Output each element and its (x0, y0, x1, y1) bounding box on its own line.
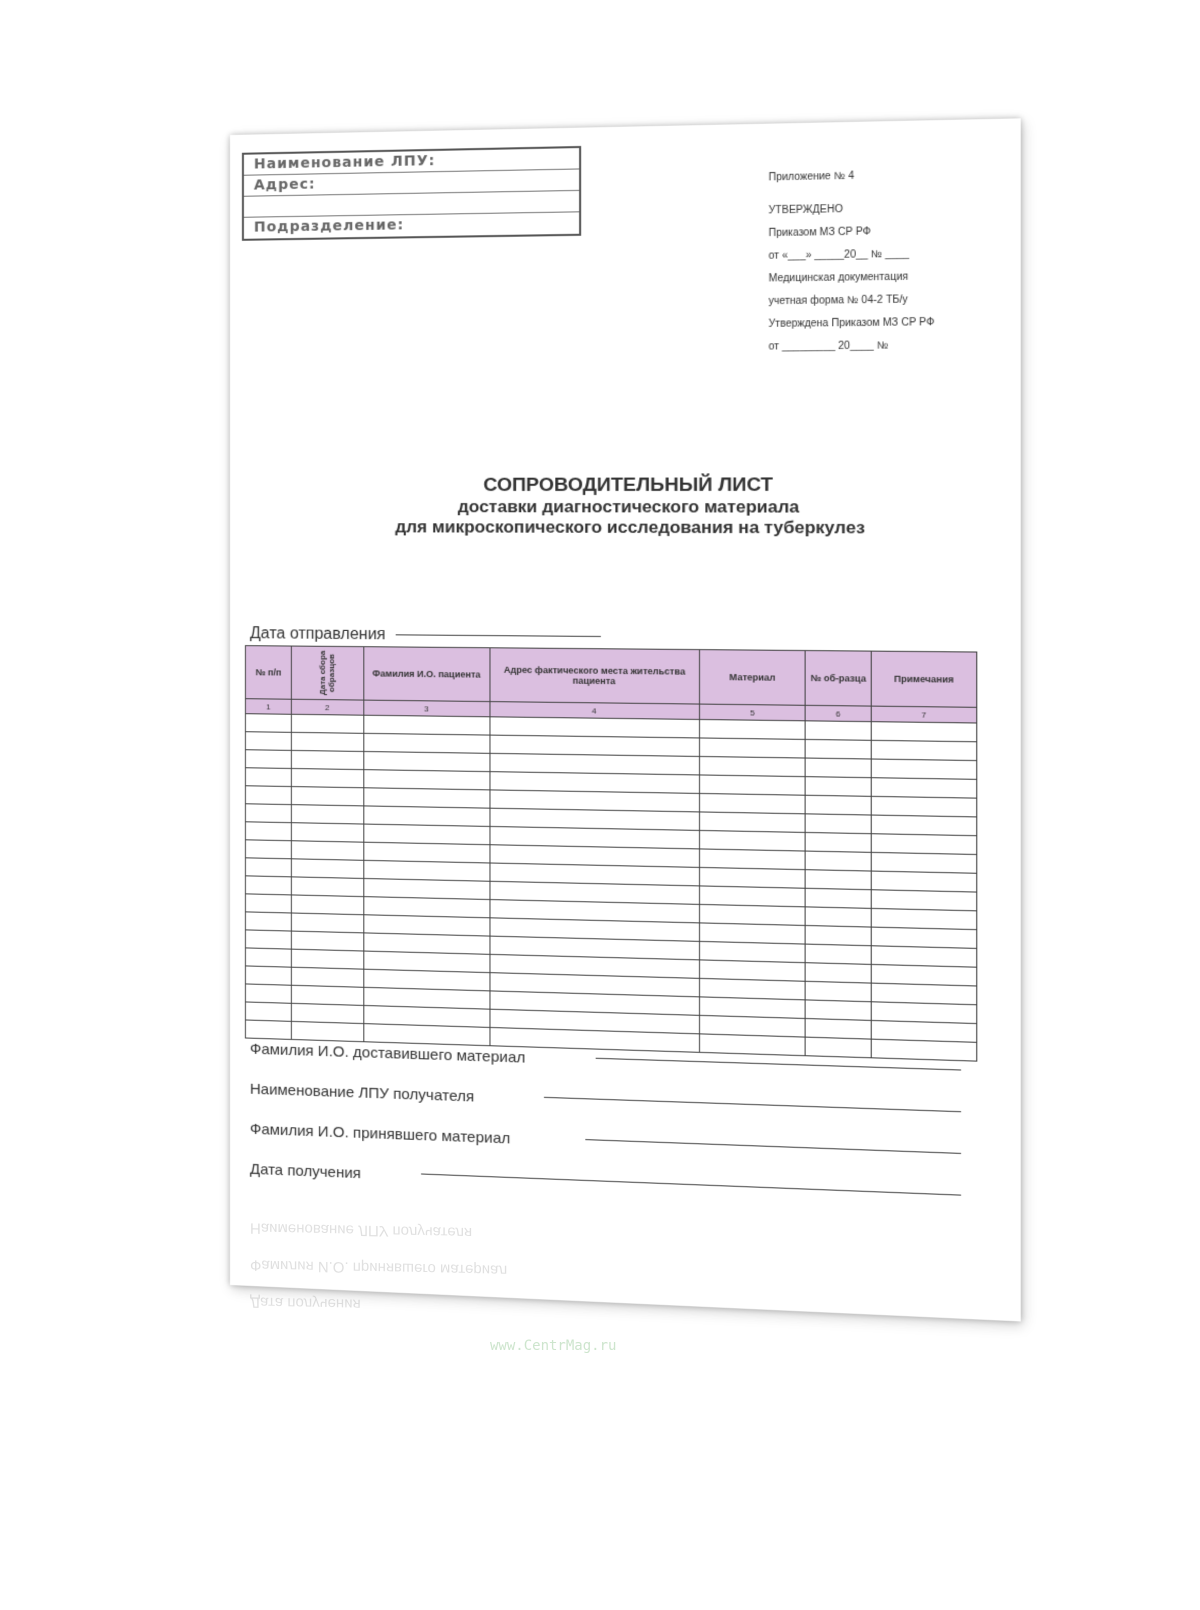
table-cell (245, 948, 291, 967)
reflection-recipient-org: Наименование ЛПУ получателя (250, 1219, 473, 1242)
table-cell (291, 841, 363, 861)
column-number: 3 (364, 700, 490, 717)
table-cell (245, 1002, 291, 1021)
col-header-sample-number: № об-разца (805, 651, 871, 707)
org-name-label: Наименование ЛПУ: (244, 148, 579, 176)
table-cell (700, 830, 805, 851)
table-cell (805, 981, 871, 1001)
received-date-label: Дата получения (249, 1160, 361, 1183)
table-cell (291, 768, 363, 787)
table-cell (245, 732, 291, 751)
table-cell (805, 1018, 871, 1039)
table-cell (245, 930, 291, 949)
department-label: Подразделение: (253, 217, 405, 236)
table-cell (700, 738, 805, 758)
col-header-collection-date (291, 646, 363, 700)
table-cell (245, 894, 291, 913)
table-cell (700, 775, 805, 795)
table-cell (700, 849, 805, 870)
table-cell (700, 756, 805, 776)
reflection-received-by: Фамилия И.О. принявшего материал (250, 1256, 508, 1279)
table-cell (805, 777, 871, 797)
table-cell (805, 832, 871, 852)
table-cell (871, 796, 976, 817)
send-date-blank-line (396, 635, 601, 638)
table-cell (871, 778, 976, 798)
approved-stamp: УТВЕРЖДЕНО (768, 203, 843, 217)
column-number: 1 (245, 699, 291, 715)
recipient-org-line (544, 1097, 961, 1112)
table-cell (291, 931, 363, 951)
table-cell (291, 967, 363, 987)
table-cell (245, 822, 291, 841)
table-cell (805, 814, 871, 834)
delivered-by-line (596, 1058, 961, 1071)
table-cell (364, 788, 490, 808)
table-cell (245, 876, 291, 895)
table-cell (364, 715, 490, 735)
title-line-1: СОПРОВОДИТЕЛЬНЫЙ ЛИСТ (483, 474, 773, 497)
table-cell (291, 913, 363, 933)
column-number: 7 (871, 706, 976, 723)
send-date-field (250, 625, 601, 646)
table-cell (871, 834, 976, 855)
table-header-row (245, 646, 976, 708)
table-cell (291, 787, 363, 806)
table-cell (245, 768, 291, 787)
table-cell (245, 858, 291, 877)
column-number: 6 (805, 705, 871, 721)
table-cell (871, 852, 976, 873)
table-cell (871, 759, 976, 779)
table-cell (871, 890, 976, 911)
table-cell (291, 714, 363, 733)
table-cell (364, 806, 490, 827)
approval-date-line-2: от _________ 20____ № (768, 340, 889, 353)
col-header-number: № п/п (245, 646, 291, 700)
column-number: 4 (490, 702, 700, 720)
medical-documentation-label: Медицинская документация (768, 271, 909, 285)
table-cell (805, 888, 871, 908)
approved-by-order: Утверждена Приказом МЗ СР РФ (768, 316, 935, 330)
table-cell (291, 1003, 363, 1023)
table-cell (291, 859, 363, 879)
table-cell (700, 886, 805, 907)
table-cell (871, 908, 976, 929)
table-cell (805, 758, 871, 778)
table-cell (805, 795, 871, 815)
table-cell (871, 871, 976, 892)
table-cell (291, 985, 363, 1005)
table-cell (291, 877, 363, 897)
table-cell (245, 840, 291, 859)
table-cell (700, 812, 805, 833)
table-cell (291, 1021, 363, 1041)
table-cell (245, 984, 291, 1003)
table-cell (700, 793, 805, 813)
table-cell (871, 722, 976, 742)
column-number: 5 (700, 704, 805, 721)
table-cell (700, 1034, 805, 1056)
table-cell (805, 963, 871, 983)
table-cell (871, 815, 976, 836)
table-cell (291, 750, 363, 769)
table-cell (364, 733, 490, 753)
received-by-label: Фамилия И.О. принявшего материал (249, 1120, 511, 1148)
col-header-patient-name: Фамилия И.О. пациента (364, 647, 490, 702)
column-number: 2 (291, 699, 363, 715)
recipient-org-field (250, 1081, 474, 1106)
address-label: Адрес: (244, 169, 579, 196)
delivered-by-label: Фамилия И.О. доставившего материал (249, 1040, 526, 1067)
table-cell (805, 721, 871, 741)
table-cell (291, 895, 363, 915)
appendix-number: Приложение № 4 (768, 170, 855, 184)
table-cell (245, 786, 291, 805)
sheet-reflection (230, 1110, 990, 1326)
table-cell (871, 740, 976, 760)
table-cell (364, 1024, 490, 1046)
table-cell (700, 867, 805, 888)
table-cell (805, 870, 871, 890)
table-cell (805, 739, 871, 759)
title-line-2: доставки диагностического материала (457, 497, 800, 517)
table-cell (291, 805, 363, 824)
table-cell (245, 714, 291, 733)
site-watermark: www.CentrMag.ru (490, 1338, 617, 1354)
recipient-org-label: Наименование ЛПУ получателя (249, 1080, 475, 1106)
table-cell (805, 907, 871, 927)
table-cell (364, 751, 490, 771)
reflection-received-date: Дата получения (250, 1293, 361, 1313)
table-cell (245, 750, 291, 769)
document-title (270, 474, 999, 539)
form-number: учетная форма № 04-2 ТБ/у (768, 294, 908, 308)
table-cell (291, 949, 363, 969)
table-cell (291, 823, 363, 843)
table-cell (805, 851, 871, 871)
table-cell (245, 966, 291, 985)
table-cell (245, 804, 291, 823)
table-cell (700, 719, 805, 739)
col-header-patient-address: Адрес фактического места жительства пациента (490, 648, 700, 704)
specimen-table (245, 645, 977, 1062)
table-body (245, 714, 976, 1061)
col-header-collection-date-text: Дата сбора образцов (318, 650, 337, 696)
table-cell (805, 944, 871, 964)
table-cell (805, 925, 871, 945)
approval-block (769, 163, 1005, 359)
table-cell (871, 1039, 976, 1061)
organization-header-box (242, 146, 581, 241)
table-cell (805, 1000, 871, 1021)
table-cell (291, 732, 363, 751)
send-date-label: Дата отправления (249, 625, 386, 644)
title-line-3: для микроскопического исследования на туберкулез (395, 517, 865, 538)
col-header-notes: Примечания (871, 651, 976, 707)
table-cell (245, 912, 291, 931)
table-cell (245, 1020, 291, 1039)
approval-order: Приказом МЗ СР РФ (768, 226, 871, 240)
table-cell (805, 1037, 871, 1058)
table-cell (364, 770, 490, 790)
col-header-material: Материал (700, 650, 805, 706)
approval-date-line: от «___» _____20__ № ____ (768, 248, 910, 262)
